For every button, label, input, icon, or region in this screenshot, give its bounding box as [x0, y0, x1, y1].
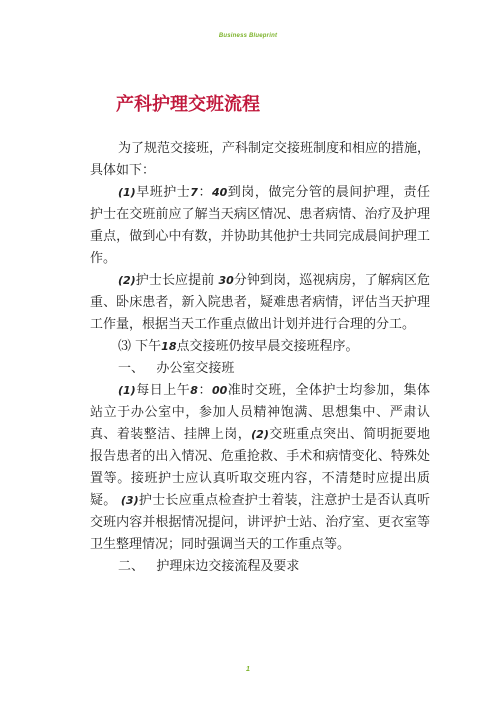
text-span: 下午	[135, 339, 162, 354]
page-number: 1	[246, 666, 250, 673]
time-minute: 00	[211, 384, 228, 397]
item-marker: (1)	[118, 384, 136, 397]
item-marker: (3)	[120, 494, 139, 507]
item-marker: (2)	[118, 274, 136, 287]
section-heading-2: 二、 护理床边交接流程及要求	[118, 559, 300, 574]
hour-number: 18	[161, 340, 177, 353]
minutes-number: 30	[218, 274, 234, 287]
paragraph-4	[90, 380, 430, 556]
time-hour: 8	[190, 384, 198, 397]
text-span: 每日上午	[135, 383, 191, 398]
section-heading-1: 一、 办公室交接班	[118, 361, 235, 376]
paragraph-3	[90, 336, 430, 358]
text-span: 分钟到岗，巡视病房，了解病区危重、卧床患者，新入院患者，疑难患者病情，评估当天护理工作量，根据当天工作重点做出计划并进行合理的分工。	[90, 273, 430, 332]
item-marker: (2)	[251, 428, 269, 441]
text-span: 准时交班，全体护士均参加，集体站立于办公室中，参加人员精神饱满、思想集中、严肃认真、着装整洁、挂牌上岗，	[90, 383, 430, 442]
time-minute: 40	[211, 186, 228, 199]
paragraph-1	[90, 182, 430, 270]
document-body	[90, 138, 430, 578]
text-span: 护士长应重点检查护士着装，注意护士是否认真听交班内容并根据情况提问，讲评护士站、治疗室、更衣室等卫生整理情况；同时强调当天的工作重点等。	[90, 493, 430, 552]
page-header: Business Blueprint	[218, 33, 278, 39]
time-separator: ：	[197, 185, 212, 200]
time-separator: ：	[197, 383, 212, 398]
text-span: 到岗，做完分管的晨间护理，责任护士在交班前应了解当天病区情况、患者病情、治疗及护理重点，做到心中有数，并协助其他护士共同完成晨间护理工作。	[90, 185, 430, 266]
document-title: 产科护理交班流程	[116, 94, 260, 115]
item-marker: (1)	[118, 186, 136, 199]
text-span: 护士长应提前	[135, 273, 215, 288]
text-span: 点交接班仍按早晨交接班程序。	[176, 339, 359, 354]
text-span: 交班重点突出、简明扼要地报告患者的出入情况、危重抢救、手术和病情变化、特殊处置等。接班护士应认真听取交班内容，不清楚时应提出质疑。	[90, 427, 430, 508]
text-span: 早班护士	[135, 185, 191, 200]
time-hour: 7	[190, 186, 198, 199]
intro-paragraph: 为了规范交接班，产科制定交接班制度和相应的措施，具体如下：	[90, 141, 431, 178]
item-marker: ⑶	[118, 339, 132, 354]
paragraph-2	[90, 270, 430, 336]
